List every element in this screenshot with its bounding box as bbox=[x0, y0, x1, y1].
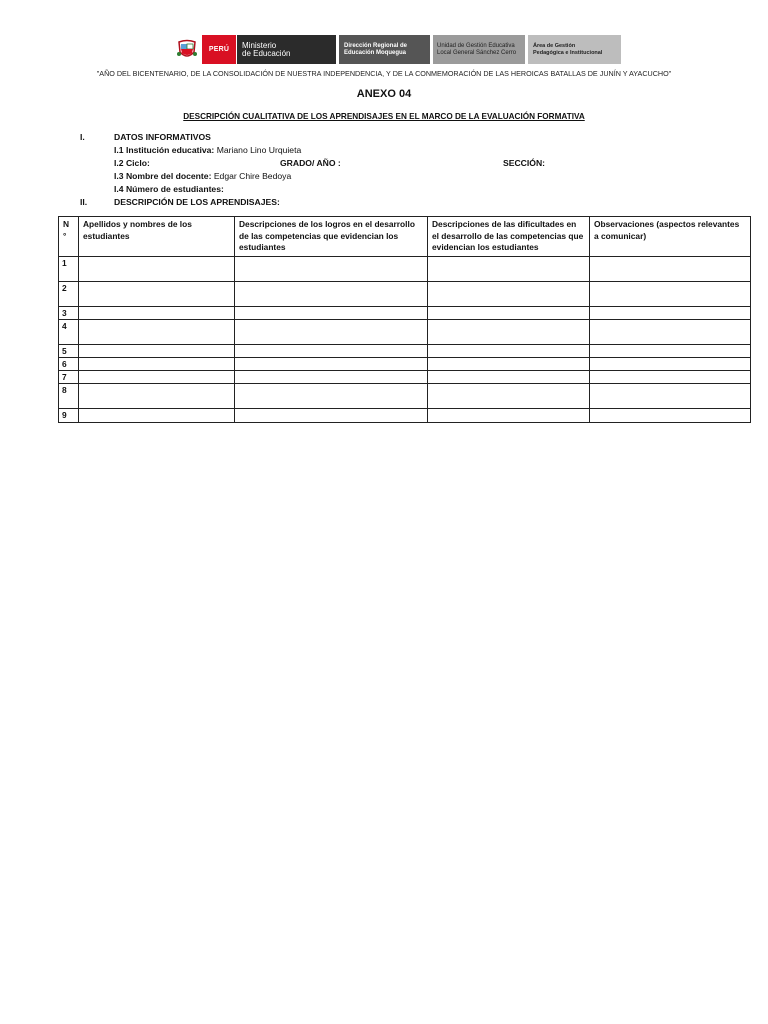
row-number: 9 bbox=[59, 408, 79, 422]
drem-logo bbox=[339, 35, 430, 64]
col-header-observaciones: Observaciones (aspectos relevantes a comunicar) bbox=[590, 217, 751, 257]
section1-heading: DATOS INFORMATIVOS bbox=[114, 132, 211, 142]
cell-dificultades[interactable] bbox=[428, 383, 590, 408]
col-header-logros: Descripciones de los logros en el desarrollo de las competencias que evidencian los estudiantes bbox=[235, 217, 428, 257]
section2-heading: DESCRIPCIÓN DE LOS APRENDISAJES: bbox=[114, 197, 280, 207]
row-number: 3 bbox=[59, 306, 79, 319]
cell-observaciones[interactable] bbox=[590, 370, 751, 383]
cell-apellidos[interactable] bbox=[79, 319, 235, 344]
estudiantes-label: Número de estudiantes: bbox=[125, 184, 224, 194]
ciclo-label: Ciclo: bbox=[125, 158, 150, 168]
area-gestion-logo bbox=[528, 35, 621, 64]
table-row bbox=[59, 383, 751, 408]
cell-observaciones[interactable] bbox=[590, 281, 751, 306]
ministerio-logo bbox=[236, 35, 336, 64]
ugel-line2: Local General Sánchez Cerro bbox=[437, 49, 517, 56]
cell-dificultades[interactable] bbox=[428, 306, 590, 319]
seccion-label: SECCIÓN: bbox=[503, 158, 546, 168]
drem-line2: Educación Moquegua bbox=[344, 49, 407, 56]
cell-apellidos[interactable] bbox=[79, 408, 235, 422]
cell-apellidos[interactable] bbox=[79, 357, 235, 370]
cell-observaciones[interactable] bbox=[590, 357, 751, 370]
col-header-dificultades: Descripciones de las dificultades en el desarrollo de las competencias que evidencian los estudiantes bbox=[428, 217, 590, 257]
drem-line1: Dirección Regional de bbox=[344, 42, 408, 49]
grado-label: GRADO/ AÑO : bbox=[280, 158, 341, 168]
docente-label: Nombre del docente: bbox=[125, 171, 212, 181]
document-title: ANEXO 04 bbox=[356, 88, 412, 100]
section2-numeral: II. bbox=[80, 197, 88, 207]
table-row bbox=[59, 306, 751, 319]
ministerio-line2: de Educación bbox=[242, 48, 291, 58]
cell-logros[interactable] bbox=[235, 256, 428, 281]
cell-observaciones[interactable] bbox=[590, 408, 751, 422]
cell-apellidos[interactable] bbox=[79, 344, 235, 357]
cell-dificultades[interactable] bbox=[428, 408, 590, 422]
ugel-line1: Unidad de Gestión Educativa bbox=[437, 42, 515, 49]
cell-apellidos[interactable] bbox=[79, 256, 235, 281]
cell-dificultades[interactable] bbox=[428, 281, 590, 306]
row-number: 4 bbox=[59, 319, 79, 344]
cell-dificultades[interactable] bbox=[428, 256, 590, 281]
cell-apellidos[interactable] bbox=[79, 281, 235, 306]
table-row bbox=[59, 319, 751, 344]
cell-dificultades[interactable] bbox=[428, 319, 590, 344]
cell-observaciones[interactable] bbox=[590, 306, 751, 319]
document-subtitle: DESCRIPCIÓN CUALITATIVA DE LOS APRENDISAJES EN EL MARCO DE LA EVALUACIÓN FORMATIVA bbox=[183, 112, 585, 121]
cell-dificultades[interactable] bbox=[428, 370, 590, 383]
cell-apellidos[interactable] bbox=[79, 383, 235, 408]
cell-logros[interactable] bbox=[235, 383, 428, 408]
ciclo-num: I.2 bbox=[114, 158, 124, 168]
row-number: 5 bbox=[59, 344, 79, 357]
peru-badge: PERÚ bbox=[202, 35, 236, 64]
table-row bbox=[59, 256, 751, 281]
table-row bbox=[59, 357, 751, 370]
table-row bbox=[59, 408, 751, 422]
cell-observaciones[interactable] bbox=[590, 319, 751, 344]
cell-observaciones[interactable] bbox=[590, 256, 751, 281]
institucion-row bbox=[114, 145, 301, 155]
aprendizajes-table bbox=[58, 216, 751, 423]
cell-logros[interactable] bbox=[235, 281, 428, 306]
section1-numeral: I. bbox=[80, 132, 85, 142]
area-line1: Área de Gestión bbox=[533, 43, 576, 49]
table-row bbox=[59, 370, 751, 383]
ciclo-row bbox=[114, 158, 150, 168]
docente-num: I.3 bbox=[114, 171, 124, 181]
col-header-numero: N ° bbox=[59, 217, 79, 257]
cell-observaciones[interactable] bbox=[590, 383, 751, 408]
cell-logros[interactable] bbox=[235, 408, 428, 422]
table-row bbox=[59, 344, 751, 357]
area-line2: Pedagógica e Institucional bbox=[533, 49, 603, 56]
ministerio-line1: Ministerio bbox=[242, 40, 277, 50]
col-header-apellidos: Apellidos y nombres de los estudiantes bbox=[79, 217, 235, 257]
row-number: 7 bbox=[59, 370, 79, 383]
coat-of-arms-icon bbox=[172, 35, 202, 64]
docente-row bbox=[114, 171, 291, 181]
cell-logros[interactable] bbox=[235, 319, 428, 344]
header-logos bbox=[172, 35, 621, 64]
estudiantes-row bbox=[114, 184, 224, 194]
institucion-value: Mariano Lino Urquieta bbox=[216, 145, 302, 155]
year-motto: "AÑO DEL BICENTENARIO, DE LA CONSOLIDACIÓN DE NUESTRA INDEPENDENCIA, Y DE LA CONMEMORACIÓN DE LAS HEROICAS BATALLAS DE JUNÍN Y AYACUCHO" bbox=[96, 69, 672, 78]
row-number: 8 bbox=[59, 383, 79, 408]
cell-logros[interactable] bbox=[235, 357, 428, 370]
cell-apellidos[interactable] bbox=[79, 306, 235, 319]
row-number: 2 bbox=[59, 281, 79, 306]
cell-logros[interactable] bbox=[235, 306, 428, 319]
cell-dificultades[interactable] bbox=[428, 357, 590, 370]
table-header-row bbox=[59, 217, 751, 257]
docente-value: Edgar Chire Bedoya bbox=[213, 171, 292, 181]
table-row bbox=[59, 281, 751, 306]
cell-observaciones[interactable] bbox=[590, 344, 751, 357]
estudiantes-num: I.4 bbox=[114, 184, 124, 194]
row-number: 1 bbox=[59, 256, 79, 281]
institucion-label: Institución educativa: bbox=[125, 145, 215, 155]
cell-logros[interactable] bbox=[235, 370, 428, 383]
institucion-num: I.1 bbox=[114, 145, 124, 155]
cell-dificultades[interactable] bbox=[428, 344, 590, 357]
ugel-logo bbox=[433, 35, 525, 64]
cell-apellidos[interactable] bbox=[79, 370, 235, 383]
cell-logros[interactable] bbox=[235, 344, 428, 357]
row-number: 6 bbox=[59, 357, 79, 370]
